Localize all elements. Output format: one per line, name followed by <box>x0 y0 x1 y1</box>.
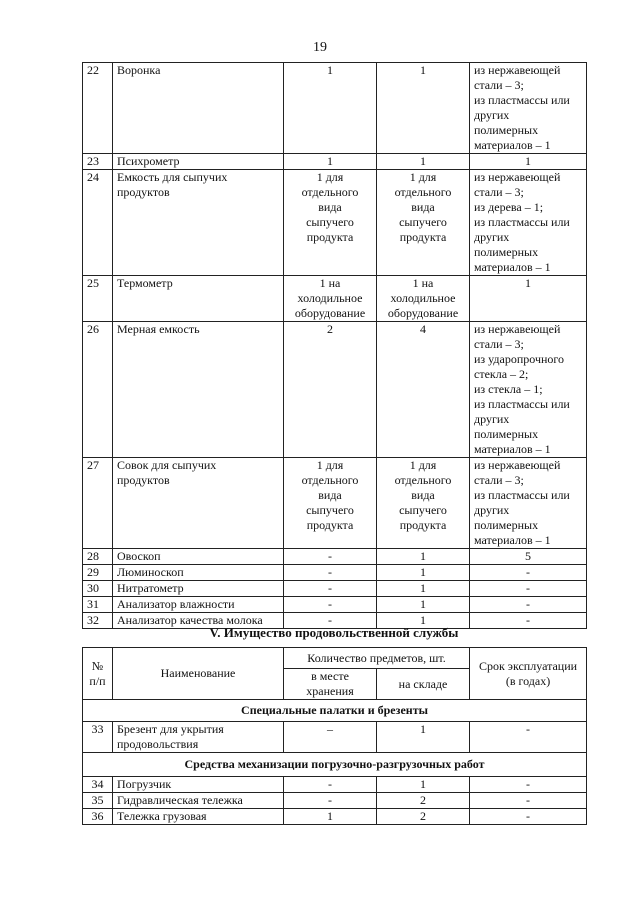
table-row <box>83 458 587 549</box>
quantity-warehouse: 1 для отдельного вида сыпучего продукта <box>377 170 470 276</box>
quantity-warehouse: 1 <box>377 549 470 565</box>
quantity-storage: - <box>284 597 377 613</box>
quantity-warehouse: 1 на холодильное оборудование <box>377 276 470 322</box>
item-name: Термометр <box>113 276 284 322</box>
quantity-storage: - <box>284 565 377 581</box>
quantity-storage: 1 для отдельного вида сыпучего продукта <box>284 170 377 276</box>
quantity-storage: 1 <box>284 154 377 170</box>
page-number: 19 <box>313 40 327 55</box>
quantity-storage: - <box>284 793 377 809</box>
service-life: - <box>470 581 587 597</box>
table-header-row <box>83 648 587 669</box>
item-name: Мерная емкость <box>113 322 284 458</box>
header-service-life: Срок эксплуатации (в годах) <box>470 648 587 700</box>
header-quantity: Количество предметов, шт. <box>284 648 470 669</box>
item-name: Воронка <box>113 63 284 154</box>
service-life: - <box>470 722 587 753</box>
table-row <box>83 549 587 565</box>
row-number: 26 <box>83 322 113 458</box>
quantity-warehouse: 1 <box>377 154 470 170</box>
section-title: V. Имущество продовольственной службы <box>209 625 459 640</box>
quantity-warehouse: 1 <box>377 777 470 793</box>
quantity-warehouse: 1 <box>377 597 470 613</box>
row-number: 36 <box>83 809 113 825</box>
item-name: Люминоскоп <box>113 565 284 581</box>
service-life: - <box>470 565 587 581</box>
quantity-warehouse: 4 <box>377 322 470 458</box>
subheading-mechanization: Средства механизации погрузочно-разгрузочных работ <box>83 753 587 777</box>
service-life: - <box>470 777 587 793</box>
header-number: № п/п <box>83 648 113 700</box>
table-row <box>83 777 587 793</box>
row-number: 28 <box>83 549 113 565</box>
quantity-storage: 1 на холодильное оборудование <box>284 276 377 322</box>
table-row <box>83 793 587 809</box>
row-number: 35 <box>83 793 113 809</box>
quantity-warehouse: 2 <box>377 793 470 809</box>
food-service-table <box>82 647 587 825</box>
row-number: 30 <box>83 581 113 597</box>
item-name: Гидравлическая тележка <box>113 793 284 809</box>
quantity-warehouse: 1 <box>377 63 470 154</box>
item-name: Емкость для сыпучих продуктов <box>113 170 284 276</box>
service-life: из нержавеющей стали – 3; из пластмассы или других полимерных материалов – 1 <box>470 458 587 549</box>
item-name: Нитратометр <box>113 581 284 597</box>
quantity-storage: - <box>284 777 377 793</box>
service-life: 1 <box>470 154 587 170</box>
table-row <box>83 154 587 170</box>
quantity-storage: 2 <box>284 322 377 458</box>
header-name: Наименование <box>113 648 284 700</box>
row-number: 24 <box>83 170 113 276</box>
service-life: - <box>470 809 587 825</box>
row-number: 31 <box>83 597 113 613</box>
row-number: 27 <box>83 458 113 549</box>
item-name: Брезент для укрытия продовольствия <box>113 722 284 753</box>
service-life: из нержавеющей стали – 3; из пластмассы или других полимерных материалов – 1 <box>470 63 587 154</box>
table-row <box>83 597 587 613</box>
table-row <box>83 809 587 825</box>
quantity-storage: - <box>284 613 377 629</box>
row-number: 25 <box>83 276 113 322</box>
service-life: из нержавеющей стали – 3; из дерева – 1; из пластмассы или других полимерных материалов – 1 <box>470 170 587 276</box>
row-number: 22 <box>83 63 113 154</box>
row-number: 32 <box>83 613 113 629</box>
item-name: Погрузчик <box>113 777 284 793</box>
table-row <box>83 565 587 581</box>
service-life: - <box>470 597 587 613</box>
service-life: - <box>470 613 587 629</box>
service-life: 1 <box>470 276 587 322</box>
quantity-warehouse: 1 <box>377 613 470 629</box>
row-number: 29 <box>83 565 113 581</box>
subheading-tents: Специальные палатки и брезенты <box>83 700 587 722</box>
subheading-row <box>83 753 587 777</box>
quantity-warehouse: 2 <box>377 809 470 825</box>
table-row <box>83 722 587 753</box>
item-name: Овоскоп <box>113 549 284 565</box>
table2-group2 <box>83 777 587 825</box>
service-life: из нержавеющей стали – 3; из ударопрочного стекла – 2; из стекла – 1; из пластмассы или других полимерных материалов – 1 <box>470 322 587 458</box>
table-row <box>83 170 587 276</box>
equipment-table-continued <box>82 62 587 629</box>
header-at-warehouse: на складе <box>377 669 470 700</box>
quantity-storage: - <box>284 549 377 565</box>
quantity-warehouse: 1 для отдельного вида сыпучего продукта <box>377 458 470 549</box>
table-row <box>83 276 587 322</box>
table-row <box>83 322 587 458</box>
table-row <box>83 581 587 597</box>
item-name: Тележка грузовая <box>113 809 284 825</box>
table1-body <box>83 63 587 629</box>
item-name: Анализатор качества молока <box>113 613 284 629</box>
table-row <box>83 63 587 154</box>
item-name: Анализатор влажности <box>113 597 284 613</box>
quantity-warehouse: 1 <box>377 581 470 597</box>
service-life: 5 <box>470 549 587 565</box>
row-number: 34 <box>83 777 113 793</box>
table2-group1 <box>83 722 587 753</box>
quantity-storage: 1 <box>284 809 377 825</box>
quantity-warehouse: 1 <box>377 722 470 753</box>
row-number: 23 <box>83 154 113 170</box>
row-number: 33 <box>83 722 113 753</box>
quantity-warehouse: 1 <box>377 565 470 581</box>
item-name: Психрометр <box>113 154 284 170</box>
header-at-storage: в месте хранения <box>284 669 377 700</box>
quantity-storage: - <box>284 581 377 597</box>
service-life: - <box>470 793 587 809</box>
subheading-row <box>83 700 587 722</box>
quantity-storage: 1 для отдельного вида сыпучего продукта <box>284 458 377 549</box>
quantity-storage: 1 <box>284 63 377 154</box>
quantity-storage: – <box>284 722 377 753</box>
item-name: Совок для сыпучих продуктов <box>113 458 284 549</box>
